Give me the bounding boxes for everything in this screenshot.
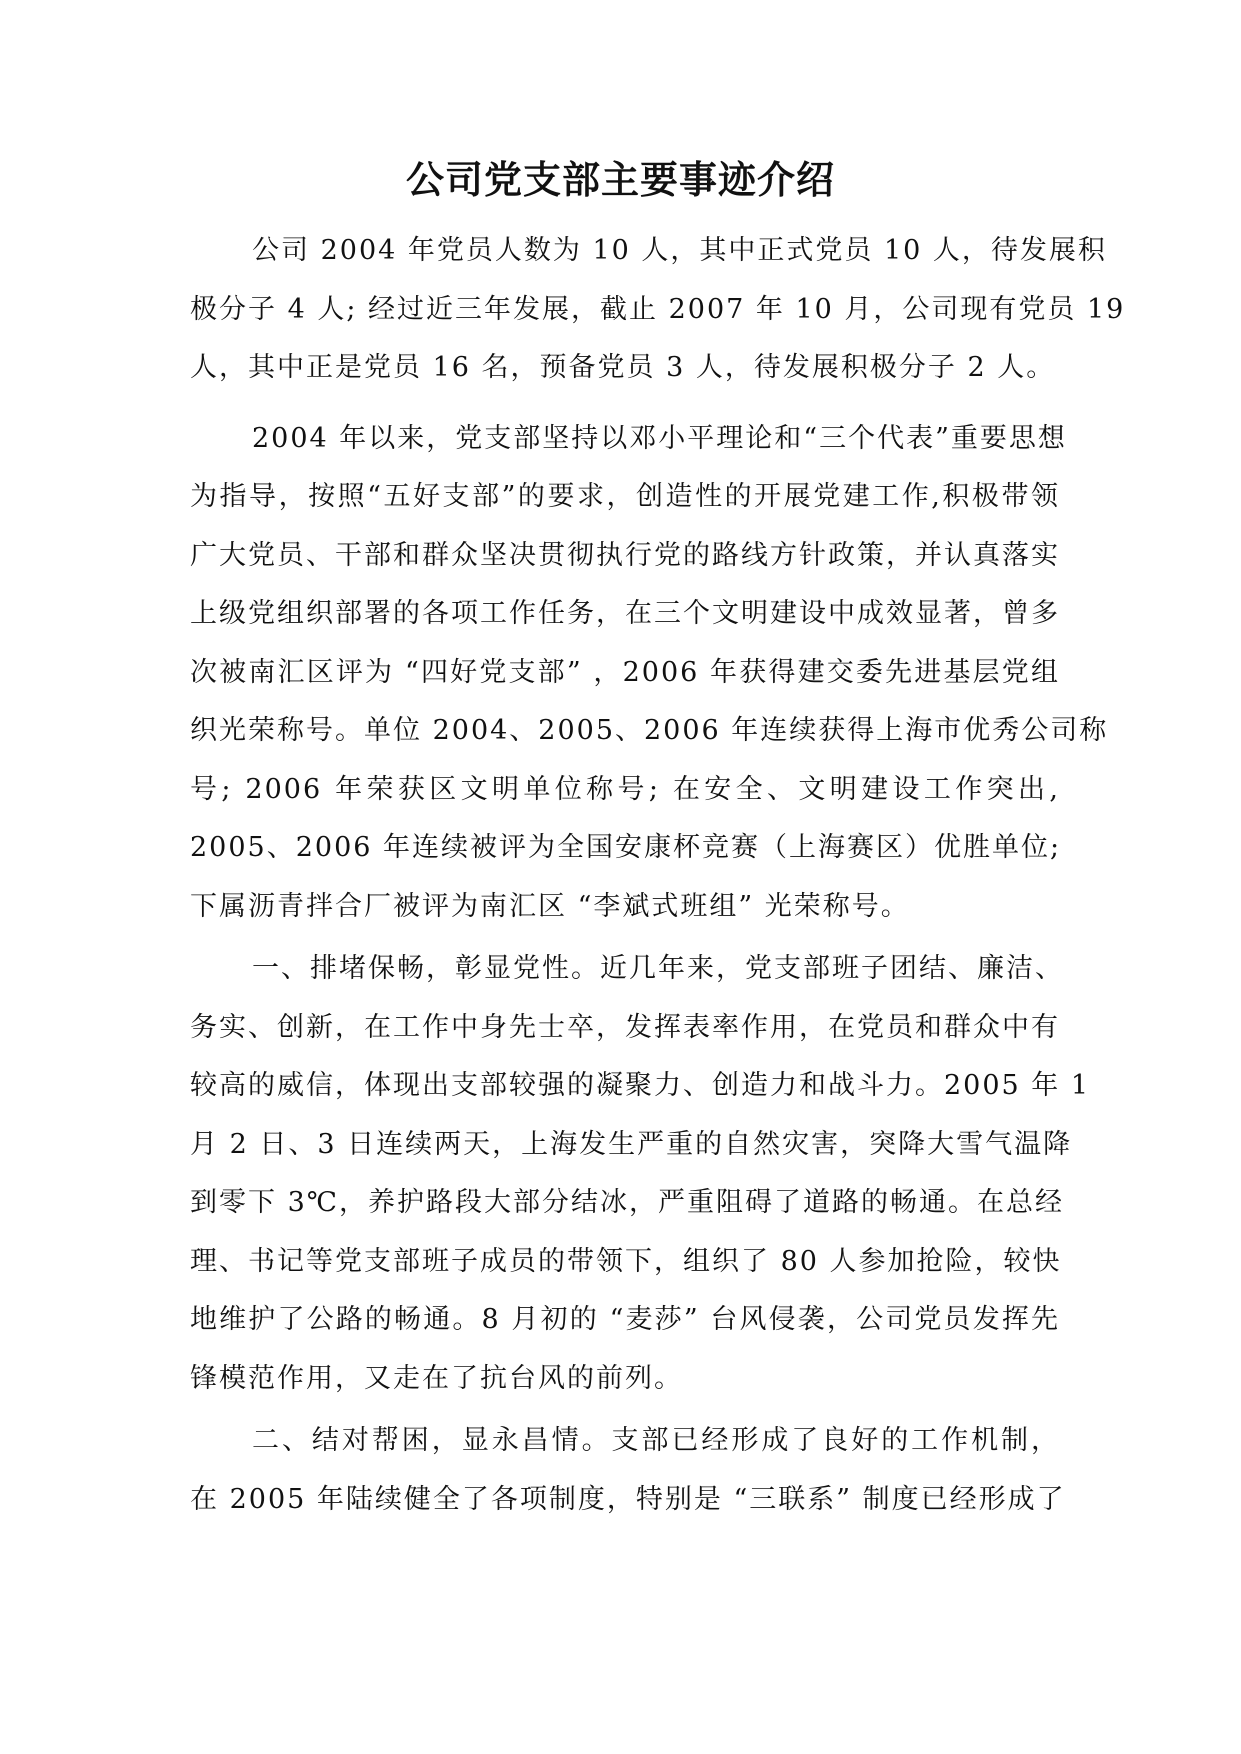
document-title: 公司党支部主要事迹介绍 bbox=[405, 157, 835, 202]
document-body bbox=[190, 222, 1126, 1529]
paragraph-line: 极分子 4 人; 经过近三年发展，截止 2007 年 10 月，公司现有党员 19 bbox=[190, 293, 1126, 325]
paragraph-line: 锋模范作用，又走在了抗台风的前列。 bbox=[190, 1362, 683, 1394]
paragraph-line: 广大党员、干部和群众坚决贯彻执行党的路线方针政策，并认真落实 bbox=[190, 539, 1060, 571]
paragraph-line: 较高的威信，体现出支部较强的凝聚力、创造力和战斗力。2005 年 1 bbox=[190, 1070, 1091, 1101]
paragraph-line: 2004 年以来，党支部坚持以邓小平理论和“三个代表”重要思想 bbox=[252, 422, 1067, 454]
paragraph-party-membership bbox=[190, 222, 1126, 398]
paragraph-line: 织光荣称号。单位 2004、2005、2006 年连续获得上海市优秀公司称 bbox=[190, 715, 1109, 746]
paragraph-section-two bbox=[190, 1412, 1066, 1529]
paragraph-line: 一、排堵保畅，彰显党性。近几年来，党支部班子团结、廉洁、 bbox=[252, 953, 1064, 984]
paragraph-line: 号; 2006 年荣获区文明单位称号; 在安全、文明建设工作突出, bbox=[190, 773, 1060, 805]
paragraph-line: 2005、2006 年连续被评为全国安康杯竞赛（上海赛区）优胜单位; bbox=[190, 832, 1062, 863]
paragraph-line: 上级党组织部署的各项工作任务，在三个文明建设中成效显著，曾多 bbox=[190, 598, 1060, 629]
paragraph-line: 地维护了公路的畅通。8 月初的 “麦莎” 台风侵袭，公司党员发挥先 bbox=[190, 1304, 1060, 1335]
paragraph-line: 务实、创新，在工作中身先士卒，发挥表率作用，在党员和群众中有 bbox=[190, 1011, 1060, 1043]
paragraph-line: 为指导，按照“五好支部”的要求，创造性的开展党建工作,积极带领 bbox=[190, 481, 1060, 512]
paragraph-line: 下属沥青拌合厂被评为南汇区 “李斌式班组” 光荣称号。 bbox=[190, 890, 910, 922]
paragraph-line: 次被南汇区评为 “四好党支部” ，2006 年获得建交委先进基层党组 bbox=[190, 656, 1060, 688]
paragraph-line: 月 2 日、3 日连续两天，上海发生严重的自然灾害，突降大雪气温降 bbox=[190, 1128, 1073, 1160]
paragraph-achievements bbox=[190, 410, 1109, 937]
paragraph-section-one bbox=[190, 940, 1091, 1408]
paragraph-line: 公司 2004 年党员人数为 10 人，其中正式党员 10 人，待发展积 bbox=[252, 235, 1107, 266]
paragraph-line: 二、结对帮困，显永昌情。支部已经形成了良好的工作机制， bbox=[252, 1425, 1060, 1456]
paragraph-line: 到零下 3℃，养护路段大部分结冰，严重阻碍了道路的畅通。在总经 bbox=[190, 1187, 1064, 1218]
paragraph-line: 理、书记等党支部班子成员的带领下，组织了 80 人参加抢险，较快 bbox=[190, 1245, 1062, 1277]
paragraph-line: 人，其中正是党员 16 名，预备党员 3 人，待发展积极分子 2 人。 bbox=[190, 352, 1056, 383]
paragraph-line: 在 2005 年陆续健全了各项制度，特别是 “三联系” 制度已经形成了 bbox=[190, 1483, 1066, 1515]
